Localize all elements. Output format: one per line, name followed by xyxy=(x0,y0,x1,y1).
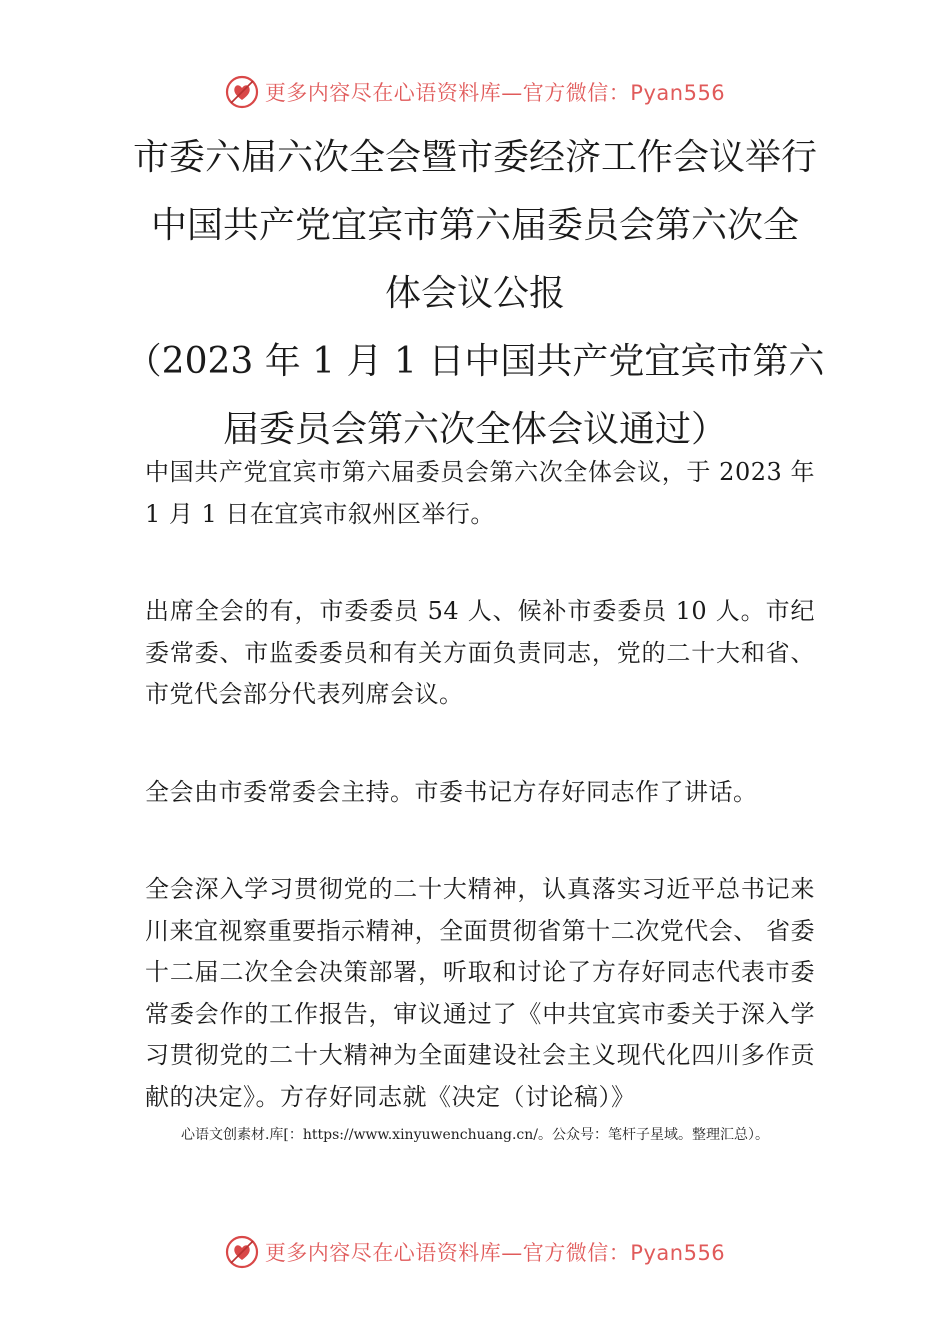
watermark-text: 更多内容尽在心语资料库—官方微信：Pyan556 xyxy=(264,1241,726,1265)
title-line: 中国共产党宜宾市第六届委员会第六次全 xyxy=(150,205,799,246)
document-title xyxy=(0,124,950,464)
title-line: 市委六届六次全会暨市委经济工作会议举行 xyxy=(132,137,817,178)
body-paragraph: 中国共产党宜宾市第六届委员会第六次全体会议，于 2023 年 1 月 1 日在宜宾市叙州区举行。 xyxy=(145,458,815,528)
title-line: 体会议公报 xyxy=(384,273,565,314)
source-note: 心语文创素材.库[：https://www.xinyuwenchuang.cn/。公众号：笔杆子星域。整理汇总）。 xyxy=(180,1127,770,1143)
body-paragraph: 全会由市委常委会主持。市委书记方存好同志作了讲话。 xyxy=(145,777,758,806)
title-line: （2023 年 1 月 1 日中国共产党宜宾市第六 xyxy=(125,341,825,382)
watermark-text: 更多内容尽在心语资料库—官方微信：Pyan556 xyxy=(264,81,726,105)
heart-logo-icon xyxy=(225,1235,259,1269)
document-body xyxy=(145,452,815,1118)
body-paragraph: 出席全会的有，市委委员 54 人、候补市委委员 10 人。市纪委常委、市监委委员和有关方面负责同志，党的二十大和省、市党代会部分代表列席会议。 xyxy=(145,597,815,708)
heart-logo-icon xyxy=(225,75,259,109)
footer-watermark xyxy=(0,1232,950,1272)
title-line: 届委员会第六次全体会议通过） xyxy=(222,409,727,450)
body-paragraph: 全会深入学习贯彻党的二十大精神，认真落实习近平总书记来川来宜视察重要指示精神，全面贯彻省第十二次党代会、 省委十二届二次全会决策部署，听取和讨论了方存好同志代表市委常委会作的工作报告，审议通过了《中共宜宾市委关于深入学习贯彻党的二十大精神为全面建设社会主义现代化四川多作贡献的决定》。方存好同志就《决定（讨论稿）》 xyxy=(145,875,815,1111)
header-watermark xyxy=(0,72,950,112)
